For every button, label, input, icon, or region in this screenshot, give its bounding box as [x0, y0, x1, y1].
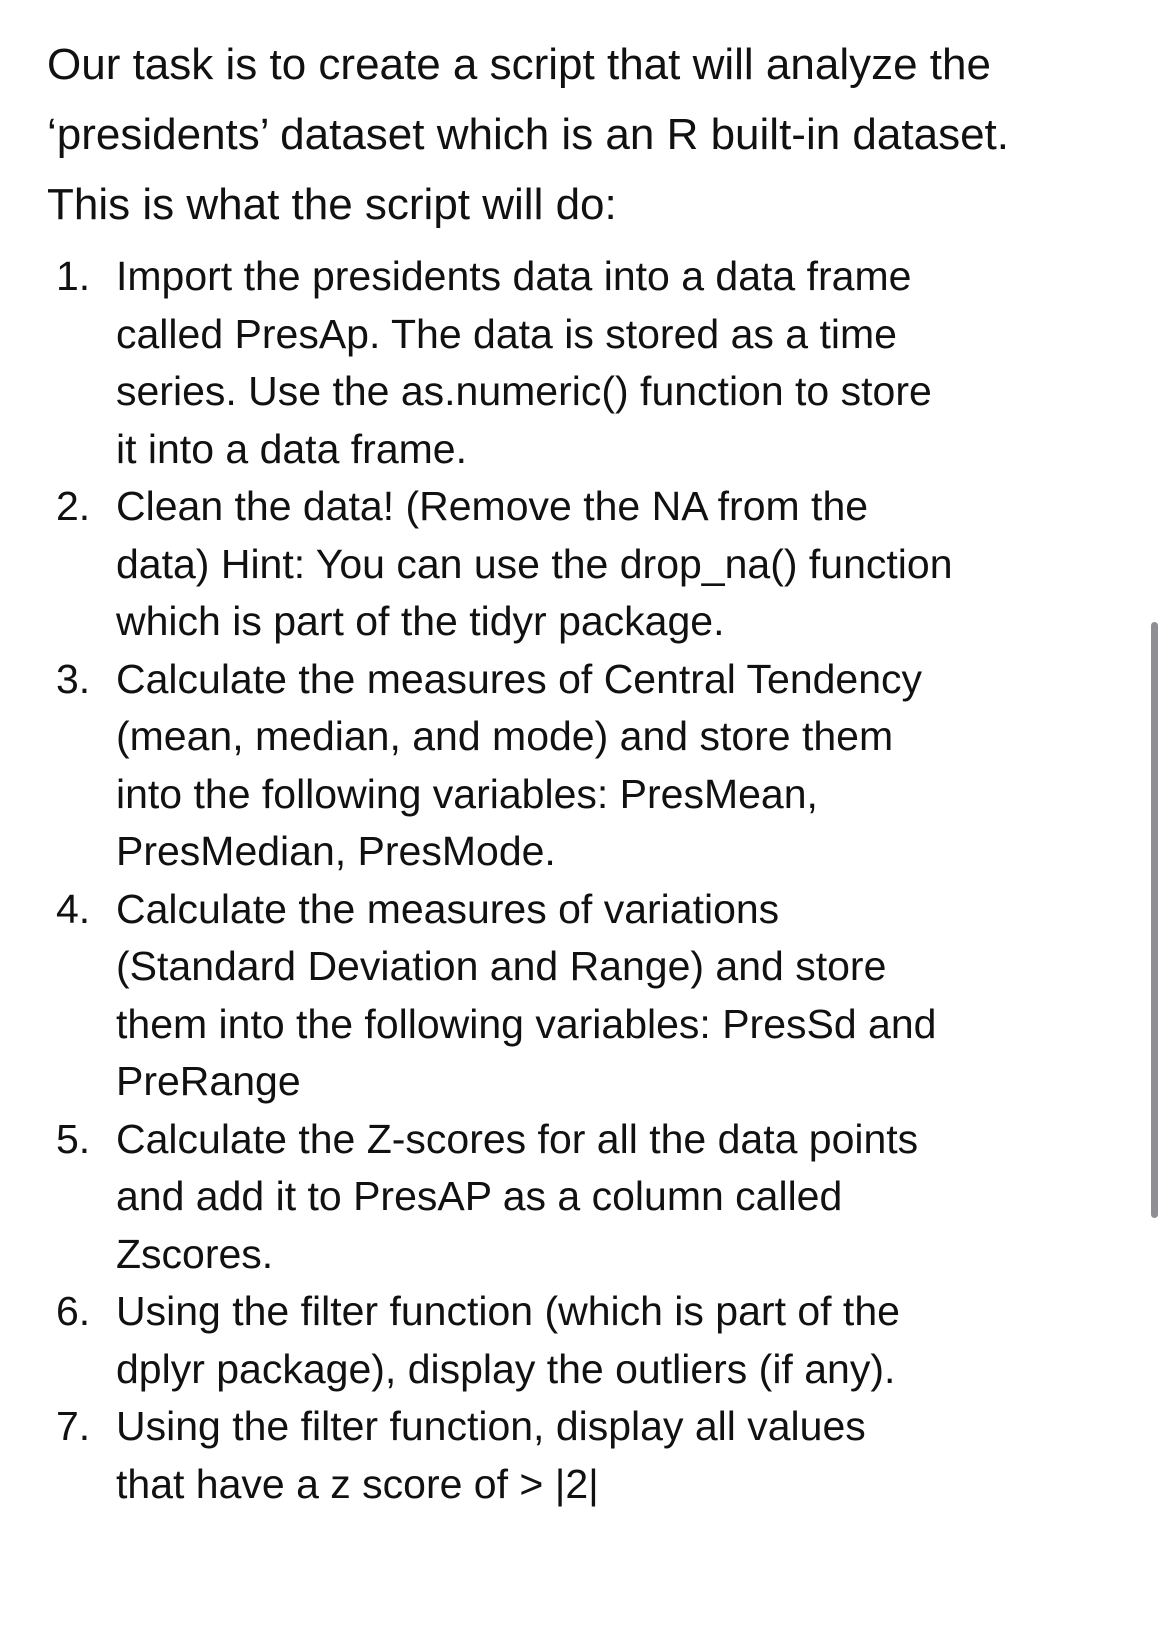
step-line: Zscores.	[116, 1230, 274, 1277]
step-line: it into a data frame.	[116, 425, 467, 472]
step-line: Clean the data! (Remove the NA from the	[116, 483, 869, 529]
task-steps-list	[56, 248, 1066, 1513]
step-line: PreRange	[116, 1058, 301, 1104]
step-line: called PresAp. The data is stored as a time	[116, 310, 897, 357]
intro-line: Our task is to create a script that will analyze the	[47, 40, 991, 89]
step-line: which is part of the tidyr package.	[116, 598, 725, 644]
step-5	[56, 1111, 1066, 1284]
step-line: series. Use the as.numeric() function to store	[116, 368, 932, 414]
step-number: 4.	[56, 885, 91, 932]
step-line: them into the following variables: PresSd and	[116, 1000, 937, 1047]
step-number: 3.	[56, 655, 91, 702]
step-line: (mean, median, and mode) and store them	[116, 713, 894, 759]
step-line: Import the presidents data into a data frame	[116, 253, 912, 299]
step-line: data) Hint: You can use the drop_na() function	[116, 540, 953, 587]
document-body	[47, 30, 1127, 240]
step-number: 6.	[56, 1288, 91, 1334]
step-line: Using the filter function (which is part of the	[116, 1288, 900, 1334]
step-7	[56, 1398, 1066, 1513]
vertical-scrollbar[interactable]	[1151, 622, 1158, 1218]
step-6	[56, 1283, 1066, 1398]
step-number: 2.	[56, 483, 91, 529]
step-line: (Standard Deviation and Range) and store	[116, 943, 887, 989]
step-line: Calculate the Z-scores for all the data points	[116, 1115, 919, 1162]
step-line: PresMedian, PresMode.	[116, 828, 556, 874]
step-line: into the following variables: PresMean,	[116, 770, 818, 817]
step-2	[56, 478, 1066, 651]
intro-paragraph	[47, 30, 1127, 240]
step-number: 7.	[56, 1403, 91, 1449]
step-line: dplyr package), display the outliers (if any).	[116, 1345, 896, 1392]
step-line: that have a z score of > |2|	[116, 1460, 599, 1507]
intro-line: ‘presidents’ dataset which is an R built-in dataset.	[47, 110, 1009, 159]
intro-line: This is what the script will do:	[47, 180, 617, 229]
step-4	[56, 881, 1066, 1111]
step-line: and add it to PresAP as a column called	[116, 1173, 843, 1219]
step-number: 5.	[56, 1115, 91, 1162]
step-line: Calculate the measures of Central Tendency	[116, 655, 923, 702]
step-1	[56, 248, 1066, 478]
step-number: 1.	[56, 253, 91, 299]
step-3	[56, 651, 1066, 881]
step-line: Calculate the measures of variations	[116, 885, 780, 932]
step-line: Using the filter function, display all values	[116, 1403, 866, 1449]
